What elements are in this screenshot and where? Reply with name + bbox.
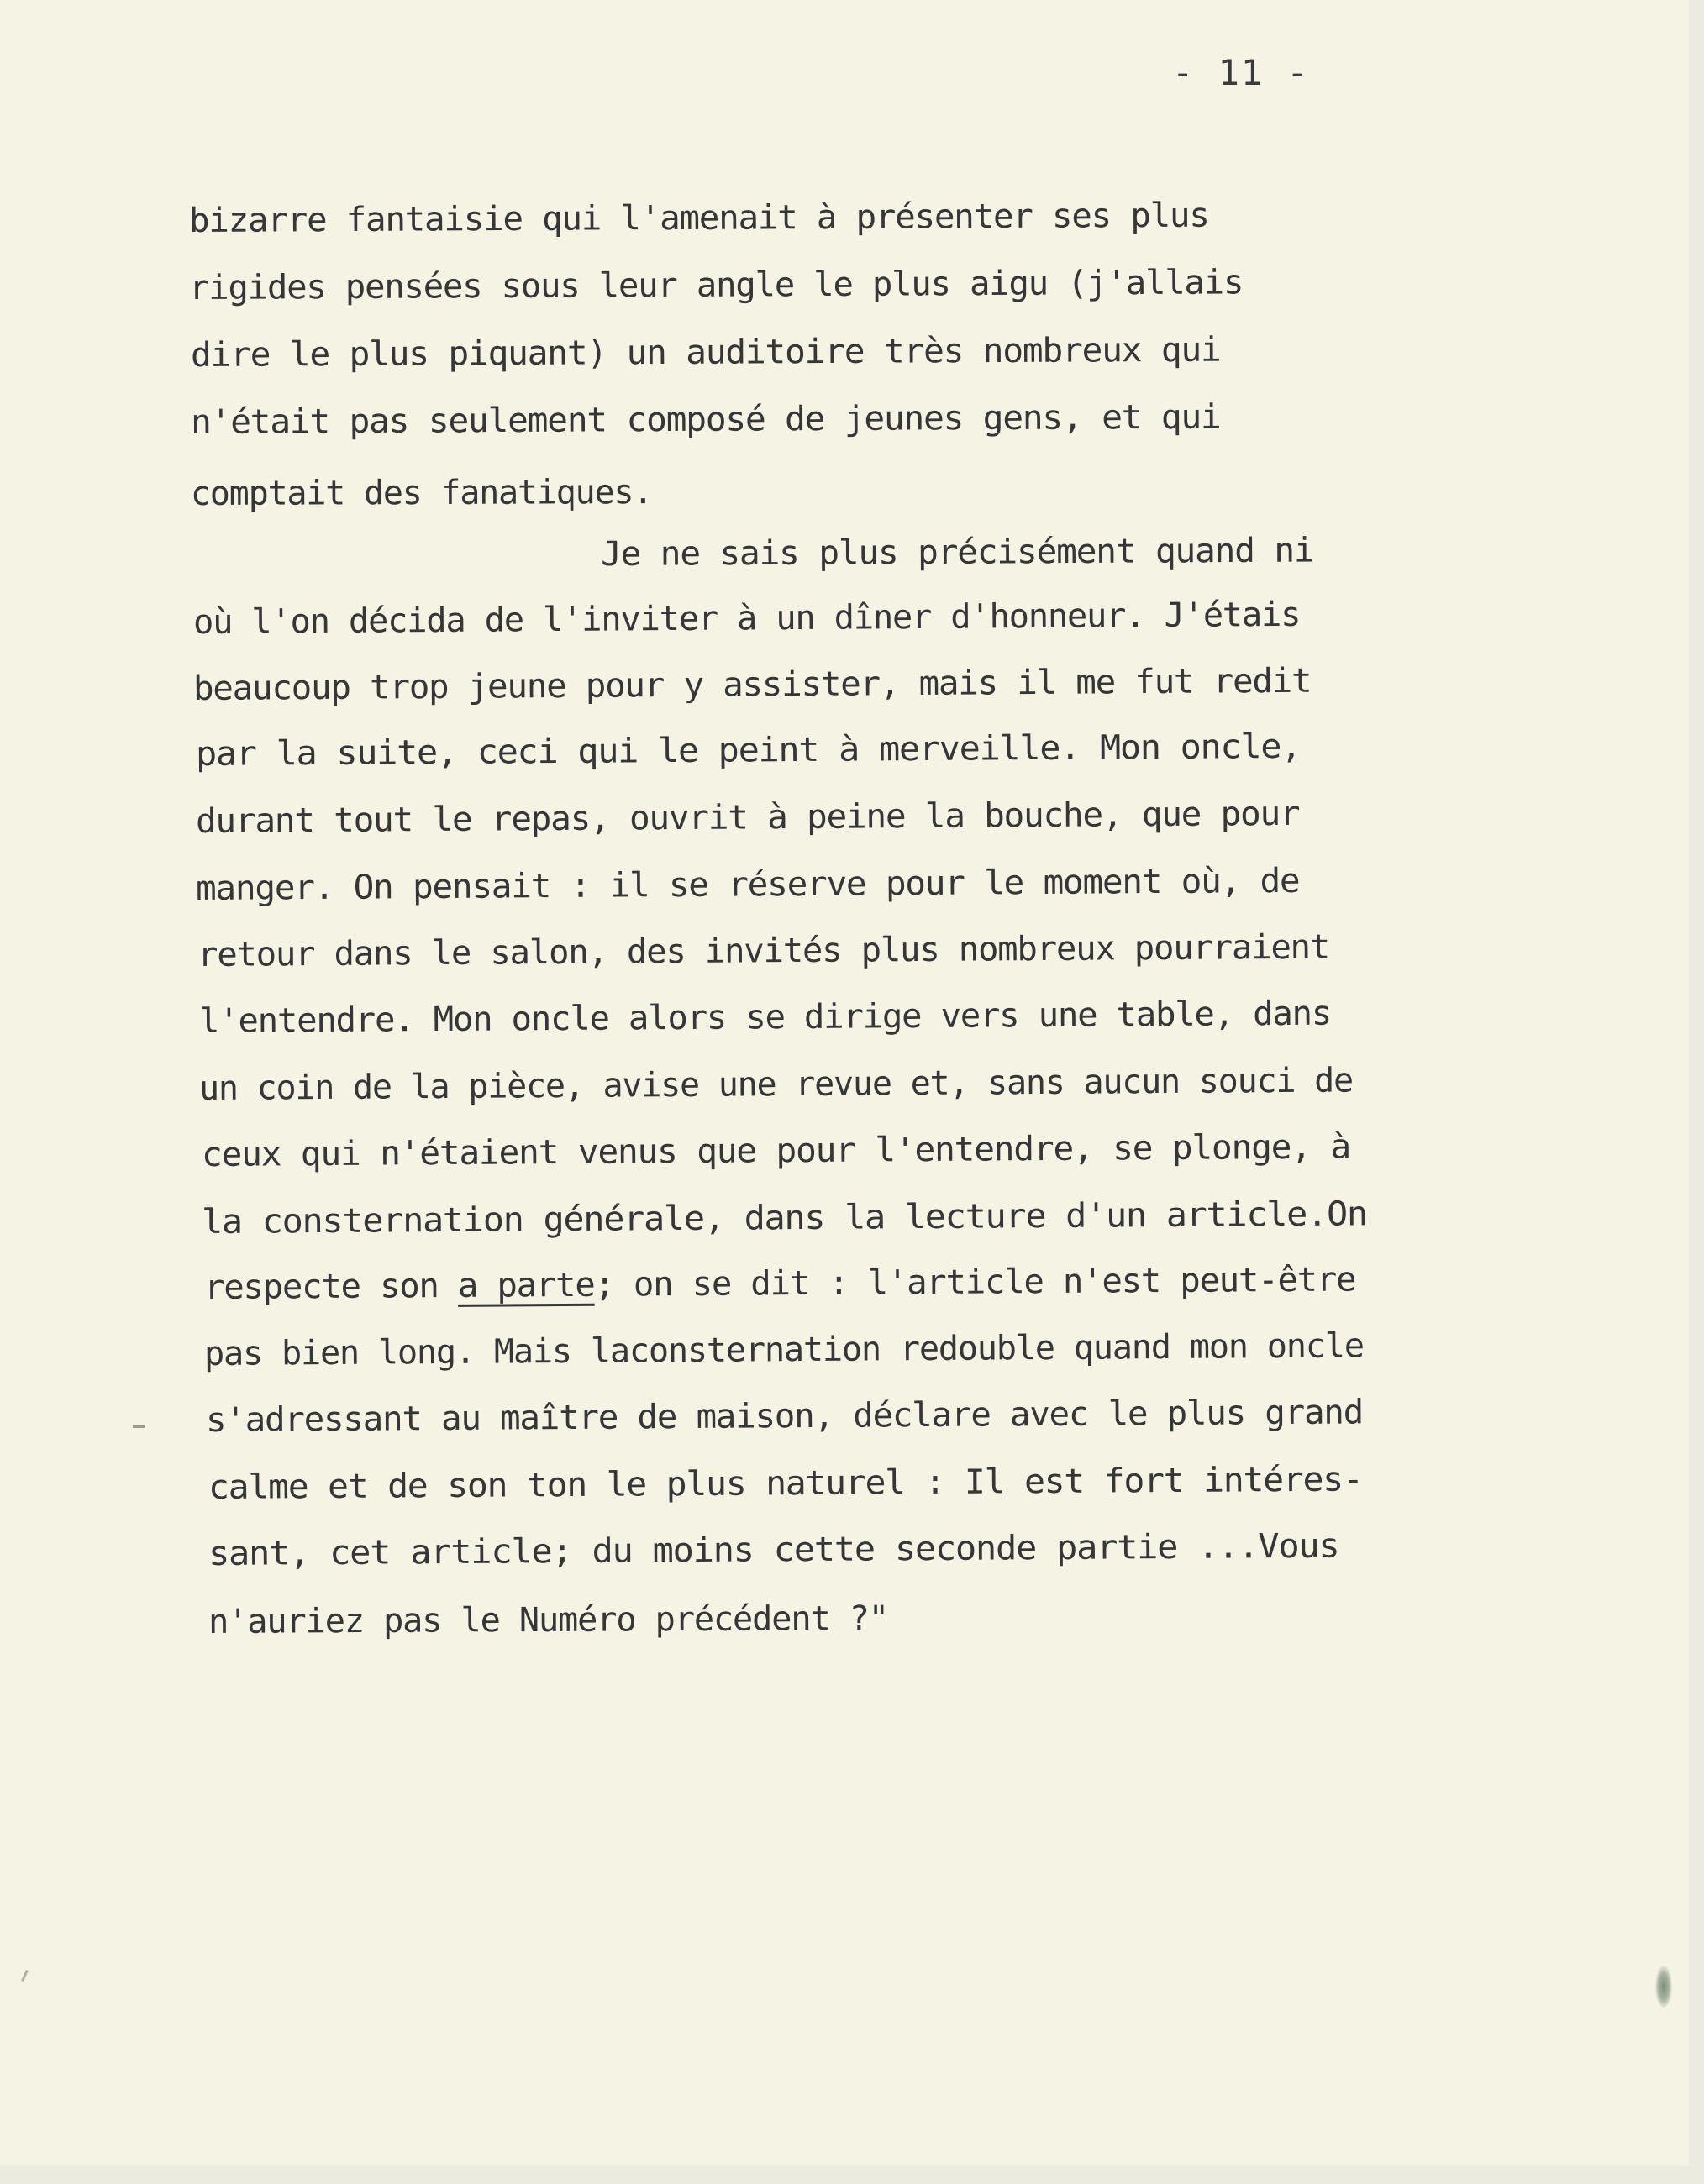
text-line-17-start: respecte son — [203, 1266, 459, 1307]
text-line-17 — [204, 1260, 1356, 1307]
text-line-16: la consternation générale, dans la lecture d'un article.On — [201, 1194, 1368, 1242]
page-number: - 11 - — [1172, 52, 1310, 93]
underlined-a-parte: a parte — [457, 1265, 595, 1305]
text-line-13: l'entendre. Mon oncle alors se dirige vers une table, dans — [198, 994, 1332, 1041]
paper-smudge — [1655, 1966, 1672, 2008]
margin-scratch — [21, 1970, 29, 1982]
text-line-22: n'auriez pas le Numéro précédent ?" — [208, 1599, 888, 1641]
text-line-17-end: ; on se dit : l'article n'est peut-être — [594, 1260, 1356, 1305]
text-line-9: par la suite, ceci qui le peint à merveille. Mon oncle, — [195, 727, 1302, 774]
scan-edge-right — [1689, 0, 1704, 2184]
text-line-5: comptait des fanatiques. — [190, 473, 653, 513]
text-line-1: bizarre fantaisie qui l'amenait à présenter ses plus — [188, 196, 1209, 240]
scan-edge-bottom — [0, 2166, 1704, 2184]
text-line-19: s'adressant au maître de maison, déclare avec le plus grand — [205, 1393, 1364, 1440]
text-line-14: un coin de la pièce, avise une revue et, sans aucun souci de — [198, 1061, 1354, 1108]
text-line-7: où l'on décida de l'inviter à un dîner d'honneur. J'étais — [192, 595, 1301, 642]
text-line-10: durant tout le repas, ouvrit à peine la bouche, que pour — [195, 794, 1300, 841]
text-line-15: ceux qui n'étaient venus que pour l'entendre, se plonge, à — [201, 1127, 1351, 1174]
text-line-8: beaucoup trop jeune pour y assister, mais il me fut redit — [192, 661, 1312, 708]
text-line-4: n'était pas seulement composé de jeunes gens, et qui — [190, 397, 1221, 442]
text-line-6: Je ne sais plus précisément quand ni — [600, 531, 1314, 574]
text-line-11: manger. On pensait : il se réserve pour le moment où, de — [195, 861, 1300, 908]
text-line-2: rigides pensées sous leur angle le plus aigu (j'allais — [188, 263, 1244, 307]
text-line-21: sant, cet article; du moins cette seconde partie ...Vous — [208, 1526, 1339, 1573]
text-line-12: retour dans le salon, des invités plus nombreux pourraient — [197, 927, 1330, 974]
text-line-18: pas bien long. Mais laconsternation redouble quand mon oncle — [203, 1326, 1364, 1373]
text-line-20: calme et de son ton le plus naturel : Il est fort intéres- — [208, 1460, 1363, 1507]
margin-mark — [133, 1425, 145, 1428]
text-line-3: dire le plus piquant) un auditoire très nombreux qui — [190, 330, 1221, 375]
